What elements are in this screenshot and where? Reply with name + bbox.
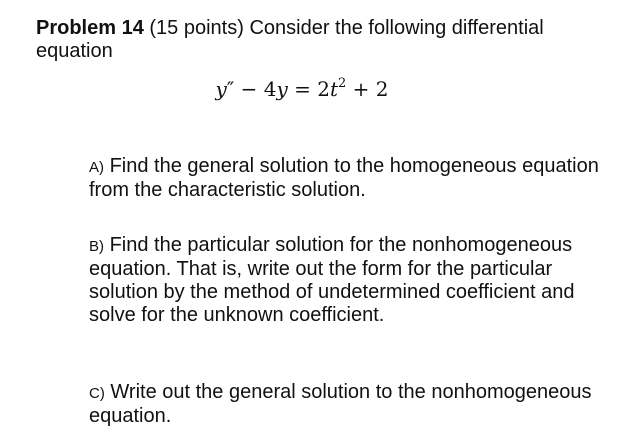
part-c xyxy=(89,381,609,428)
equation-exponent: 2 xyxy=(338,76,347,91)
part-c-text: Write out the general solution to the nonhomogeneous equation. xyxy=(89,381,592,427)
part-a xyxy=(89,155,609,202)
problem-title: Problem 14 xyxy=(36,17,144,39)
equation-y: y xyxy=(215,77,227,101)
part-a-text: Find the general solution to the homogeneous equation from the characteristic solution. xyxy=(89,155,599,201)
problem-intro: Consider the following differential equation xyxy=(36,17,544,62)
problem-points: (15 points) xyxy=(149,17,244,39)
equation-rest: + 2 xyxy=(346,77,389,101)
problem-header xyxy=(36,17,616,63)
differential-equation xyxy=(0,76,592,102)
part-a-label: A) xyxy=(89,159,104,176)
equation-y2: y xyxy=(276,77,288,101)
equation-minus: − 4 xyxy=(234,77,277,101)
part-b xyxy=(89,234,609,327)
part-c-label: C) xyxy=(89,385,105,402)
equation-t: t xyxy=(329,77,339,101)
part-b-text: Find the particular solution for the nonhomogeneous equation. That is, write out the form for the particular solution by the method of undetermined coefficient and solve for the unknown coefficient. xyxy=(89,234,575,326)
equation-equals: = 2 xyxy=(287,77,330,101)
equation-prime: ″ xyxy=(226,77,235,101)
part-b-label: B) xyxy=(89,238,104,255)
